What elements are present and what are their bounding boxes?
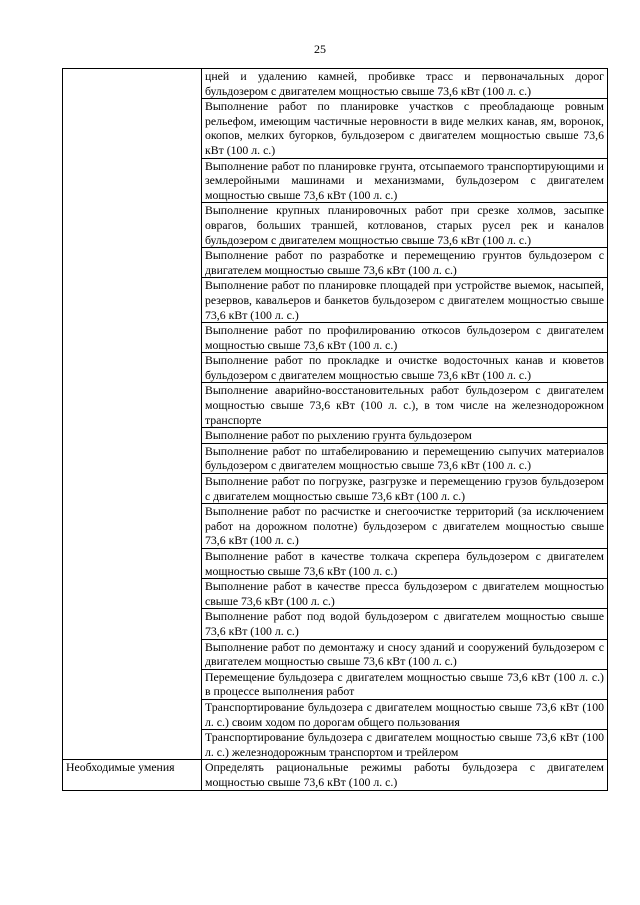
table-row: [63, 760, 608, 790]
table-cell: Выполнение работ по планировке участков с преобладающе ровным рельефом, имеющим частичные неровности в виде мелких канав, ям, воронок, окопов, мелких бугорков, бульдозером с двигателем мощностью свыше 73,6 кВт (100 л. с.): [202, 99, 608, 158]
table-cell: Выполнение работ в качестве пресса бульдозером с двигателем мощностью свыше 73,6 кВт (100 л. с.): [202, 579, 608, 609]
table-cell: Выполнение работ по планировке площадей при устройстве выемок, насыпей, резервов, кавальеров и банкетов бульдозером с двигателем мощностью свыше 73,6 кВт (100 л. с.): [202, 278, 608, 323]
table-cell: Выполнение аварийно-восстановительных работ бульдозером с двигателем мощностью свыше 73,6 кВт (100 л. с.), в том числе на железнодорожном транспорте: [202, 383, 608, 428]
table-cell: Выполнение работ по планировке грунта, отсыпаемого транспортирующими и землеройными машинами и механизмами, бульдозером с двигателем мощностью свыше 73,6 кВт (100 л. с.): [202, 158, 608, 203]
table-cell: Транспортирование бульдозера с двигателем мощностью свыше 73,6 кВт (100 л. с.) своим ходом по дорогам общего пользования: [202, 699, 608, 729]
qualification-table: [62, 68, 608, 791]
table-cell: Выполнение работ по погрузке, разгрузке и перемещению грузов бульдозером с двигателем мощностью свыше 73,6 кВт (100 л. с.): [202, 474, 608, 504]
table-cell: Транспортирование бульдозера с двигателем мощностью свыше 73,6 кВт (100 л. с.) железнодорожным транспортом и трейлером: [202, 730, 608, 760]
table-cell: Выполнение работ под водой бульдозером с двигателем мощностью свыше 73,6 кВт (100 л. с.): [202, 609, 608, 639]
table-cell: Выполнение работ по расчистке и снегоочистке территорий (за исключением работ на дорожном полотне) бульдозером с двигателем мощностью свыше 73,6 кВт (100 л. с.): [202, 504, 608, 549]
table-cell: Выполнение работ по разработке и перемещению грунтов бульдозером с двигателем мощностью свыше 73,6 кВт (100 л. с.): [202, 248, 608, 278]
table-cell: цней и удалению камней, пробивке трасс и первоначальных дорог бульдозером с двигателем мощностью свыше 73,6 кВт (100 л. с.): [202, 69, 608, 99]
labor-actions-label-cell: [63, 69, 202, 760]
table-cell: Выполнение работ в качестве толкача скрепера бульдозером с двигателем мощностью свыше 73,6 кВт (100 л. с.): [202, 549, 608, 579]
page-number: 25: [314, 42, 326, 56]
table-cell: Выполнение работ по прокладке и очистке водосточных канав и кюветов бульдозером с двигателем мощностью свыше 73,6 кВт (100 л. с.): [202, 353, 608, 383]
table-cell: Выполнение крупных планировочных работ при срезке холмов, засыпке оврагов, больших траншей, котлованов, старых русел рек и каналов бульдозером с двигателем мощностью свыше 73,6 кВт (100 л. с.): [202, 203, 608, 248]
skills-label: Необходимые умения: [63, 760, 202, 790]
table-cell: Перемещение бульдозера с двигателем мощностью свыше 73,6 кВт (100 л. с.) в процессе выполнения работ: [202, 669, 608, 699]
table-cell: Выполнение работ по демонтажу и сносу зданий и сооружений бульдозером с двигателем мощностью свыше 73,6 кВт (100 л. с.): [202, 639, 608, 669]
table-row: [63, 69, 608, 99]
table-cell: Определять рациональные режимы работы бульдозера с двигателем мощностью свыше 73,6 кВт (100 л. с.): [202, 760, 608, 790]
table-cell: Выполнение работ по профилированию откосов бульдозером с двигателем мощностью свыше 73,6 кВт (100 л. с.): [202, 323, 608, 353]
table-cell: Выполнение работ по штабелированию и перемещению сыпучих материалов бульдозером с двигателем мощностью свыше 73,6 кВт (100 л. с.): [202, 443, 608, 473]
table-cell: Выполнение работ по рыхлению грунта бульдозером: [202, 428, 608, 444]
